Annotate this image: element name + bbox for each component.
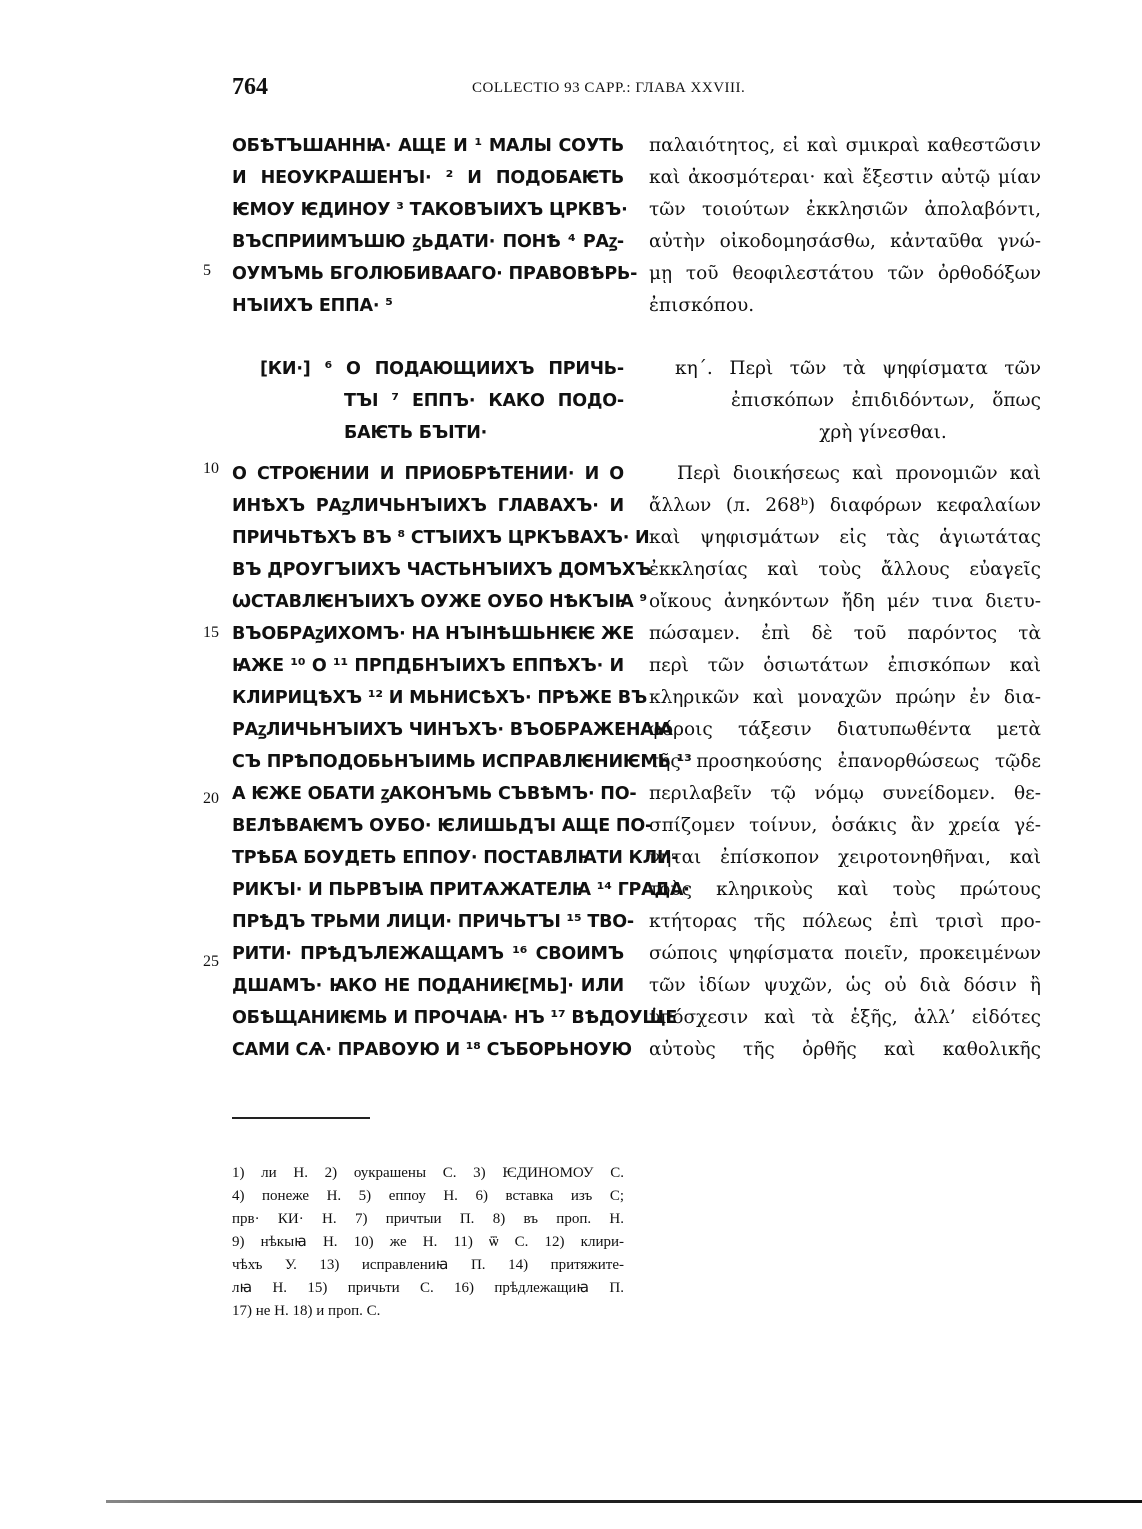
footnote-line: 9) нѣкыꙗ H. 10) же H. 11) ѿ C. 12) клири-: [232, 1234, 624, 1250]
line-number: 5: [203, 262, 211, 279]
footnote-line: чѣхъ У. 13) исправлениꙗ П. 14) притяжите-: [232, 1257, 624, 1273]
text-line: ВЪОБРАꙁИХОМЪ· НА НЪІНѢШЬНѤѤ ЖЕ: [232, 624, 634, 644]
line-number: 20: [203, 790, 219, 807]
text-line: О СТРОѤНИИ И ПРИОБРѢТЕНИИ· И О: [232, 464, 624, 484]
text-line: ἄλλων (л. 268ᵇ) διαφόρων κεφαλαίων: [649, 495, 1041, 516]
text-line: И НЕОУКРАШЕНЪІ· ² И ПОДОБАѤТЬ: [232, 168, 624, 188]
page-number: 764: [232, 74, 268, 100]
line-number: 15: [203, 624, 219, 641]
text-line: ОБѢТЪШАННꙖ· АЩЕ И ¹ МАЛЫ СОУТЬ: [232, 136, 624, 156]
text-line: ОБѢЩАНИѤМЬ И ПРОЧАꙖ· НЪ ¹⁷ ВѢДОУЩЕ: [232, 1008, 678, 1028]
greek-paragraph-2: [649, 458, 1041, 1066]
footnote-line: лꙗ H. 15) причьти C. 16) прѣдлежащиꙗ П.: [232, 1280, 624, 1296]
text-line: τῶν τοιούτων ἐκκλησιῶν ἀπολαβόντι,: [649, 199, 1041, 220]
text-line: ὑπόσχεσιν καὶ τὰ ἑξῆς, ἀλλ’ εἰδότες: [649, 1007, 1041, 1028]
text-line: ТРѢБА БОУДЕТЬ ЕППОУ· ПОСТАВЛꙖТИ КЛИ-: [232, 848, 679, 868]
text-line: РИКЪІ· И ПЬРВЪІꙖ ПРИТѦЖАТЕЛꙖ ¹⁴ ГРАДА·: [232, 880, 690, 900]
text-line: τῆς προσηκούσης ἐπανορθώσεως τῷδε: [649, 751, 1041, 772]
greek-chapter-heading: [675, 353, 1041, 449]
text-line: καὶ ψηφισμάτων εἰς τὰς ἁγιωτάτας: [649, 527, 1041, 548]
text-line: ПРИЧЬТѢХЪ ВЪ ⁸ СТЪІИХЪ ЦРКЪВАХЪ· И: [232, 528, 650, 548]
line-number: 10: [203, 460, 219, 477]
heading-line: κη΄. Περὶ τῶν τὰ ψηφίσματα τῶν: [675, 358, 1041, 379]
text-line: αὐτοὺς τῆς ὀρθῆς καὶ καθολικῆς: [649, 1039, 1041, 1060]
text-line: σώποις ψηφίσματα ποιεῖν, προκειμένων: [649, 943, 1041, 964]
heading-line: χρὴ γίνεσθαι.: [819, 422, 947, 443]
text-line: σπίζομεν τοίνυν, ὁσάκις ἂν χρεία γέ-: [649, 815, 1041, 836]
text-line: ПРѢДЪ ТРЬМИ ЛИЦИ· ПРИЧЬТЪІ ¹⁵ ТВО-: [232, 912, 634, 932]
slavonic-paragraph-2: [232, 458, 692, 1066]
text-line: ѤМОУ ѤДИНОУ ³ ТАКОВЪІИХЪ ЦРКВЪ·: [232, 200, 628, 220]
text-line: οἴκους ἀνηκόντων ἤδη μέν τινα διετυ-: [649, 591, 1041, 612]
line-number: 25: [203, 953, 219, 970]
slavonic-paragraph-1: [232, 130, 638, 322]
text-line: κληρικῶν καὶ μοναχῶν πρώην ἐν δια-: [649, 687, 1041, 708]
text-line: Περὶ διοικήσεως καὶ προνομιῶν καὶ: [677, 463, 1041, 484]
text-line: РИТИ· ПРѢДЪЛЕЖАЩАМЪ ¹⁶ СВОИМЪ: [232, 944, 624, 964]
text-line: αὐτὴν οἰκοδομησάσθω, κἀνταῦθα γνώ-: [649, 231, 1041, 252]
text-line: ВЪСПРИИМЪШЮ ꙁЬДАТИ· ПОНѢ ⁴ РАꙁ-: [232, 232, 624, 252]
footnote-line: 4) понеже H. 5) еппоу H. 6) вставка изъ C;: [232, 1188, 624, 1204]
text-line: ἐκκλησίας καὶ τοὺς ἄλλους εὐαγεῖς: [649, 559, 1041, 580]
text-line: СЪ ПРѢПОДОБЬНЪІИМЬ ИСПРАВЛѤНИѤМЬ ¹³: [232, 752, 692, 772]
page-edge-rule: [106, 1500, 1142, 1503]
greek-paragraph-1: [649, 130, 1041, 322]
page-header: [232, 74, 1032, 108]
heading-line: ТЪІ ⁷ ЕППЪ· КАКО ПОДО-: [344, 391, 624, 411]
footnote-line: прв· КИ· H. 7) причтыи П. 8) въ проп. H.: [232, 1211, 624, 1227]
text-line: φόροις τάξεσιν διατυπωθέντα μετὰ: [649, 719, 1041, 740]
text-line: РАꙁЛИЧЬНЪІИХЪ ЧИНЪХЪ· ВЪОБРАЖЕНАꙖ: [232, 720, 673, 740]
text-line: ἐπισκόπου.: [649, 295, 755, 316]
heading-line: [КИ·] ⁶ О ПОДАЮЩИИХЪ ПРИЧЬ-: [260, 359, 624, 379]
text-line: παλαιότητος, εἰ καὶ σμικραὶ καθεστῶσιν: [649, 135, 1041, 156]
heading-line: ἐπισκόπων ἐπιδιδόντων, ὅπως: [731, 390, 1041, 411]
text-line: τῶν ἰδίων ψυχῶν, ὡς οὐ διὰ δόσιν ἢ: [649, 975, 1041, 996]
text-line: ꙖЖЕ ¹⁰ О ¹¹ ПРПДБНЪІИХЪ ЕППѢХЪ· И: [232, 656, 624, 676]
text-line: νηται ἐπίσκοπον χειροτονηθῆναι, καὶ: [649, 847, 1041, 868]
text-line: САМИ СѦ· ПРАВОУЮ И ¹⁸ СЪБОРЬНОУЮ: [232, 1040, 632, 1060]
running-title: COLLECTIO 93 CAPP.: ГЛАВА XXVIII.: [472, 80, 746, 96]
text-line: περιλαβεῖν τῷ νόμῳ συνείδομεν. θε-: [649, 783, 1041, 804]
footnote-line: 17) не H. 18) и проп. C.: [232, 1303, 381, 1319]
text-line: ѠСТАВЛѤНЪІИХЪ ОУЖЕ ОУБО НѢКЪІꙖ ⁹: [232, 592, 647, 612]
text-line: πώσαμεν. ἐπὶ δὲ τοῦ παρόντος τὰ: [649, 623, 1041, 644]
text-line: ДШАМЪ· ꙖКО НЕ ПОДАНИѤ[МЬ]· ИЛИ: [232, 976, 624, 996]
text-line: καὶ ἀκοσμότεραι· καὶ ἔξεστιν αὐτῷ μίαν: [649, 167, 1041, 188]
text-line: ИНѢХЪ РАꙁЛИЧЬНЪІИХЪ ГЛАВАХЪ· И: [232, 496, 624, 516]
footnote-divider: [232, 1117, 370, 1119]
text-line: τοὺς κληρικοὺς καὶ τοὺς πρώτους: [649, 879, 1041, 900]
text-line: μῃ τοῦ θεοφιλεστάτου τῶν ὀρθοδόξων: [649, 263, 1041, 284]
text-line: ВЕЛѢВАѤМЪ ОУБО· ѤЛИШЬДЪІ АЩЕ ПО-: [232, 816, 653, 836]
heading-line: БАѤТЬ БЪІТИ·: [344, 423, 488, 443]
text-line: περὶ τῶν ὁσιωτάτων ἐπισκόπων καὶ: [649, 655, 1041, 676]
text-line: НЪІИХЪ ЕППА· ⁵: [232, 296, 393, 316]
text-line: А ѤЖЕ ОБАТИ ꙁАКОНЪМЬ СЪВѢМЪ· ПО-: [232, 784, 637, 804]
text-line: ВЪ ДРОУГЪІИХЪ ЧАСТЬНЪІИХЪ ДОМЪХЪ: [232, 560, 652, 580]
footnote-line: 1) ли H. 2) оукрашены C. 3) ѤДИНОМОУ C.: [232, 1165, 624, 1181]
text-line: ОУМЪМЬ БГОЛЮБИВААГО· ПРАВОВѢРЬ-: [232, 264, 638, 284]
slavonic-chapter-heading: [260, 353, 624, 449]
text-line: κτήτορας τῆς πόλεως ἐπὶ τρισὶ προ-: [649, 911, 1041, 932]
text-line: КЛИРИЦѢХЪ ¹² И МЬНИСѢХЪ· ПРѢЖЕ ВЪ: [232, 688, 648, 708]
footnotes: [232, 1162, 624, 1323]
